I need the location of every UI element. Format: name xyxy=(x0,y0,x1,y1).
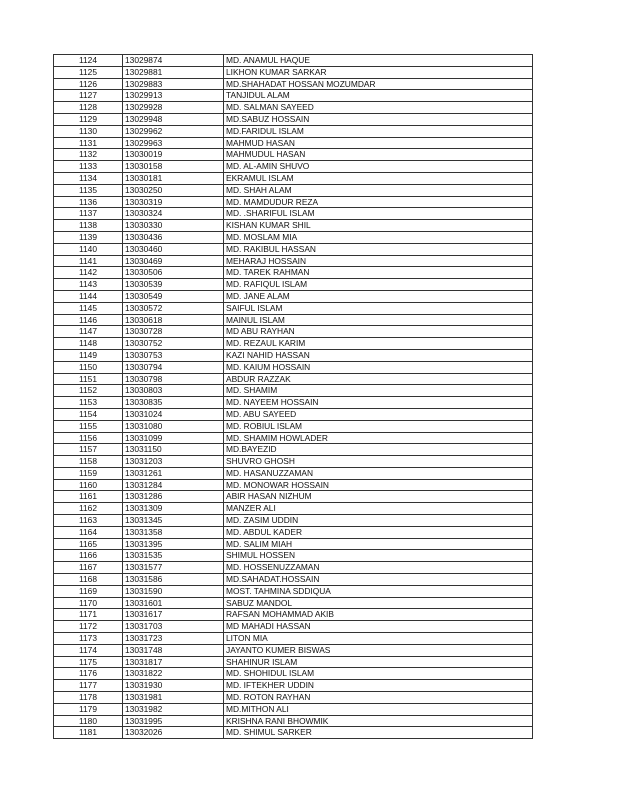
roll-number-cell: 13031345 xyxy=(123,515,224,527)
table-row xyxy=(54,125,533,137)
roll-number-cell: 13030250 xyxy=(123,184,224,196)
serial-cell: 1161 xyxy=(54,491,123,503)
name-cell: KISHAN KUMAR SHIL xyxy=(224,220,533,232)
table-row xyxy=(54,349,533,361)
roll-number-cell: 13029948 xyxy=(123,113,224,125)
serial-cell: 1163 xyxy=(54,515,123,527)
roll-number-cell: 13030803 xyxy=(123,385,224,397)
roll-number-cell: 13030319 xyxy=(123,196,224,208)
table-row xyxy=(54,243,533,255)
roll-number-cell: 13030798 xyxy=(123,373,224,385)
name-cell: KAZI NAHID HASSAN xyxy=(224,349,533,361)
name-cell: ABIR HASAN NIZHUM xyxy=(224,491,533,503)
name-cell: MD. ROTON RAYHAN xyxy=(224,692,533,704)
name-cell: MD. ZASIM UDDIN xyxy=(224,515,533,527)
name-cell: MD. JANE ALAM xyxy=(224,290,533,302)
serial-cell: 1181 xyxy=(54,727,123,739)
table-row xyxy=(54,538,533,550)
name-cell: MD.MITHON ALI xyxy=(224,703,533,715)
table-row xyxy=(54,432,533,444)
table-row xyxy=(54,444,533,456)
name-cell: MAINUL ISLAM xyxy=(224,314,533,326)
name-cell: MD ABU RAYHAN xyxy=(224,326,533,338)
name-cell: MD. RAFIQUL ISLAM xyxy=(224,279,533,291)
name-cell: SHUVRO GHOSH xyxy=(224,456,533,468)
table-row xyxy=(54,137,533,149)
name-cell: MD. SALIM MIAH xyxy=(224,538,533,550)
roll-number-cell: 13031930 xyxy=(123,680,224,692)
table-row xyxy=(54,609,533,621)
roll-number-cell: 13030539 xyxy=(123,279,224,291)
serial-cell: 1167 xyxy=(54,562,123,574)
table-row xyxy=(54,597,533,609)
name-cell: MANZER ALI xyxy=(224,503,533,515)
name-cell: ABDUR RAZZAK xyxy=(224,373,533,385)
table-row xyxy=(54,290,533,302)
table-row xyxy=(54,231,533,243)
table-row xyxy=(54,302,533,314)
roll-number-cell: 13029881 xyxy=(123,66,224,78)
table-row xyxy=(54,467,533,479)
roll-number-cell: 13029913 xyxy=(123,90,224,102)
roll-number-cell: 13031203 xyxy=(123,456,224,468)
name-cell: MD. SHAMIM xyxy=(224,385,533,397)
name-cell: MEHARAJ HOSSAIN xyxy=(224,255,533,267)
roll-number-cell: 13031981 xyxy=(123,692,224,704)
name-cell: MD. NAYEEM HOSSAIN xyxy=(224,397,533,409)
serial-cell: 1164 xyxy=(54,526,123,538)
roll-number-cell: 13031817 xyxy=(123,656,224,668)
table-row xyxy=(54,361,533,373)
name-cell: MD. SHOHIDUL ISLAM xyxy=(224,668,533,680)
table-row xyxy=(54,703,533,715)
serial-cell: 1145 xyxy=(54,302,123,314)
serial-cell: 1168 xyxy=(54,574,123,586)
roll-number-cell: 13030572 xyxy=(123,302,224,314)
serial-cell: 1151 xyxy=(54,373,123,385)
table-row xyxy=(54,55,533,67)
roll-number-cell: 13031309 xyxy=(123,503,224,515)
table-row xyxy=(54,408,533,420)
table-row xyxy=(54,184,533,196)
name-cell: MD. SHAH ALAM xyxy=(224,184,533,196)
serial-cell: 1148 xyxy=(54,338,123,350)
roll-number-cell: 13031150 xyxy=(123,444,224,456)
name-cell: MD. KAIUM HOSSAIN xyxy=(224,361,533,373)
roll-number-cell: 13031748 xyxy=(123,644,224,656)
roll-number-cell: 13031590 xyxy=(123,585,224,597)
roll-number-cell: 13031586 xyxy=(123,574,224,586)
roll-number-cell: 13030158 xyxy=(123,161,224,173)
name-cell: MD. MOSLAM MIA xyxy=(224,231,533,243)
table-row xyxy=(54,149,533,161)
table-row xyxy=(54,66,533,78)
table-row xyxy=(54,314,533,326)
name-cell: MD. SALMAN SAYEED xyxy=(224,102,533,114)
table-row xyxy=(54,574,533,586)
serial-cell: 1133 xyxy=(54,161,123,173)
table-row xyxy=(54,220,533,232)
serial-cell: 1136 xyxy=(54,196,123,208)
name-cell: LITON MIA xyxy=(224,633,533,645)
table-row xyxy=(54,633,533,645)
name-cell: MD. RAKIBUL HASSAN xyxy=(224,243,533,255)
serial-cell: 1141 xyxy=(54,255,123,267)
serial-cell: 1139 xyxy=(54,231,123,243)
serial-cell: 1130 xyxy=(54,125,123,137)
roll-number-cell: 13031535 xyxy=(123,550,224,562)
name-cell: KRISHNA RANI BHOWMIK xyxy=(224,715,533,727)
table-row xyxy=(54,715,533,727)
serial-cell: 1137 xyxy=(54,208,123,220)
serial-cell: 1176 xyxy=(54,668,123,680)
roll-number-cell: 13031024 xyxy=(123,408,224,420)
table-row xyxy=(54,267,533,279)
table-row xyxy=(54,562,533,574)
name-cell: MD.SABUZ HOSSAIN xyxy=(224,113,533,125)
table-row xyxy=(54,456,533,468)
name-cell: MD. ABDUL KADER xyxy=(224,526,533,538)
table-row xyxy=(54,279,533,291)
serial-cell: 1132 xyxy=(54,149,123,161)
table-row xyxy=(54,90,533,102)
roll-number-cell: 13030436 xyxy=(123,231,224,243)
roll-number-cell: 13031395 xyxy=(123,538,224,550)
roll-number-cell: 13029962 xyxy=(123,125,224,137)
serial-cell: 1125 xyxy=(54,66,123,78)
table-body xyxy=(54,55,533,739)
serial-cell: 1131 xyxy=(54,137,123,149)
roll-number-cell: 13031601 xyxy=(123,597,224,609)
name-cell: SABUZ MANDOL xyxy=(224,597,533,609)
name-cell: MD. AL-AMIN SHUVO xyxy=(224,161,533,173)
table-row xyxy=(54,172,533,184)
serial-cell: 1165 xyxy=(54,538,123,550)
roll-number-cell: 13030330 xyxy=(123,220,224,232)
table-row xyxy=(54,255,533,267)
serial-cell: 1124 xyxy=(54,55,123,67)
roll-number-cell: 13031617 xyxy=(123,609,224,621)
roll-number-cell: 13030728 xyxy=(123,326,224,338)
serial-cell: 1146 xyxy=(54,314,123,326)
serial-cell: 1144 xyxy=(54,290,123,302)
name-cell: MOST. TAHMINA SDDIQUA xyxy=(224,585,533,597)
name-cell: MAHMUD HASAN xyxy=(224,137,533,149)
table-row xyxy=(54,479,533,491)
serial-cell: 1172 xyxy=(54,621,123,633)
roll-number-cell: 13029874 xyxy=(123,55,224,67)
table-row xyxy=(54,621,533,633)
serial-cell: 1159 xyxy=(54,467,123,479)
serial-cell: 1152 xyxy=(54,385,123,397)
table-row xyxy=(54,208,533,220)
table-row xyxy=(54,680,533,692)
name-cell: MD.FARIDUL ISLAM xyxy=(224,125,533,137)
roll-number-cell: 13029928 xyxy=(123,102,224,114)
table-row xyxy=(54,196,533,208)
roll-number-cell: 13031284 xyxy=(123,479,224,491)
roll-number-cell: 13030549 xyxy=(123,290,224,302)
roll-number-cell: 13030752 xyxy=(123,338,224,350)
table-row xyxy=(54,113,533,125)
roll-number-cell: 13031358 xyxy=(123,526,224,538)
serial-cell: 1158 xyxy=(54,456,123,468)
serial-cell: 1143 xyxy=(54,279,123,291)
table-row xyxy=(54,102,533,114)
serial-cell: 1155 xyxy=(54,420,123,432)
name-cell: SHAHINUR ISLAM xyxy=(224,656,533,668)
name-cell: MD. SHAMIM HOWLADER xyxy=(224,432,533,444)
serial-cell: 1169 xyxy=(54,585,123,597)
table-row xyxy=(54,692,533,704)
serial-cell: 1129 xyxy=(54,113,123,125)
name-cell: EKRAMUL ISLAM xyxy=(224,172,533,184)
name-cell: MD. SHIMUL SARKER xyxy=(224,727,533,739)
serial-cell: 1140 xyxy=(54,243,123,255)
name-cell: MD. MAMDUDUR REZA xyxy=(224,196,533,208)
table-row xyxy=(54,491,533,503)
name-cell: MD. MONOWAR HOSSAIN xyxy=(224,479,533,491)
roll-number-cell: 13030019 xyxy=(123,149,224,161)
name-cell: MD MAHADI HASSAN xyxy=(224,621,533,633)
table-row xyxy=(54,550,533,562)
table-row xyxy=(54,326,533,338)
serial-cell: 1171 xyxy=(54,609,123,621)
serial-cell: 1170 xyxy=(54,597,123,609)
serial-cell: 1147 xyxy=(54,326,123,338)
table-row xyxy=(54,656,533,668)
table-row xyxy=(54,644,533,656)
table-row xyxy=(54,515,533,527)
serial-cell: 1173 xyxy=(54,633,123,645)
serial-cell: 1162 xyxy=(54,503,123,515)
roll-number-cell: 13029963 xyxy=(123,137,224,149)
name-cell: MD. .SHARIFUL ISLAM xyxy=(224,208,533,220)
roll-number-cell: 13031286 xyxy=(123,491,224,503)
roll-number-cell: 13031099 xyxy=(123,432,224,444)
table-row xyxy=(54,78,533,90)
roll-number-cell: 13032026 xyxy=(123,727,224,739)
table-row xyxy=(54,503,533,515)
name-cell: SAIFUL ISLAM xyxy=(224,302,533,314)
serial-cell: 1156 xyxy=(54,432,123,444)
serial-cell: 1135 xyxy=(54,184,123,196)
table-row xyxy=(54,385,533,397)
name-cell: MD. ABU SAYEED xyxy=(224,408,533,420)
serial-cell: 1149 xyxy=(54,349,123,361)
roll-number-cell: 13030794 xyxy=(123,361,224,373)
serial-cell: 1166 xyxy=(54,550,123,562)
roll-number-cell: 13031080 xyxy=(123,420,224,432)
roll-number-cell: 13030324 xyxy=(123,208,224,220)
roll-number-cell: 13030506 xyxy=(123,267,224,279)
table-row xyxy=(54,526,533,538)
table-row xyxy=(54,727,533,739)
roll-number-cell: 13030835 xyxy=(123,397,224,409)
name-cell: MD. ROBIUL ISLAM xyxy=(224,420,533,432)
serial-cell: 1128 xyxy=(54,102,123,114)
name-cell: MD.SAHADAT.HOSSAIN xyxy=(224,574,533,586)
serial-cell: 1154 xyxy=(54,408,123,420)
serial-cell: 1175 xyxy=(54,656,123,668)
table-row xyxy=(54,420,533,432)
roll-number-cell: 13031822 xyxy=(123,668,224,680)
roll-number-cell: 13029883 xyxy=(123,78,224,90)
roll-number-cell: 13030469 xyxy=(123,255,224,267)
name-cell: MD. HASANUZZAMAN xyxy=(224,467,533,479)
serial-cell: 1180 xyxy=(54,715,123,727)
serial-cell: 1157 xyxy=(54,444,123,456)
name-cell: MAHMUDUL HASAN xyxy=(224,149,533,161)
roll-number-cell: 13030460 xyxy=(123,243,224,255)
table-row xyxy=(54,338,533,350)
serial-cell: 1134 xyxy=(54,172,123,184)
name-cell: MD. TAREK RAHMAN xyxy=(224,267,533,279)
roll-number-cell: 13031982 xyxy=(123,703,224,715)
serial-cell: 1179 xyxy=(54,703,123,715)
name-cell: SHIMUL HOSSEN xyxy=(224,550,533,562)
serial-cell: 1126 xyxy=(54,78,123,90)
name-cell: MD. REZAUL KARIM xyxy=(224,338,533,350)
roll-number-cell: 13030181 xyxy=(123,172,224,184)
roll-number-cell: 13031261 xyxy=(123,467,224,479)
roll-number-cell: 13030753 xyxy=(123,349,224,361)
roll-number-cell: 13031577 xyxy=(123,562,224,574)
name-cell: MD. HOSSENUZZAMAN xyxy=(224,562,533,574)
name-cell: JAYANTO KUMER BISWAS xyxy=(224,644,533,656)
table-row xyxy=(54,397,533,409)
roll-number-cell: 13031703 xyxy=(123,621,224,633)
roll-number-cell: 13030618 xyxy=(123,314,224,326)
table-row xyxy=(54,585,533,597)
name-cell: RAFSAN MOHAMMAD AKIB xyxy=(224,609,533,621)
table-row xyxy=(54,373,533,385)
name-cell: MD. ANAMUL HAQUE xyxy=(224,55,533,67)
serial-cell: 1127 xyxy=(54,90,123,102)
name-cell: TANJIDUL ALAM xyxy=(224,90,533,102)
serial-cell: 1160 xyxy=(54,479,123,491)
serial-cell: 1153 xyxy=(54,397,123,409)
table-row xyxy=(54,161,533,173)
name-cell: MD.BAYEZID xyxy=(224,444,533,456)
table-row xyxy=(54,668,533,680)
serial-cell: 1138 xyxy=(54,220,123,232)
serial-cell: 1177 xyxy=(54,680,123,692)
name-cell: LIKHON KUMAR SARKAR xyxy=(224,66,533,78)
serial-cell: 1150 xyxy=(54,361,123,373)
roll-number-cell: 13031723 xyxy=(123,633,224,645)
serial-cell: 1178 xyxy=(54,692,123,704)
roll-list-table xyxy=(53,54,533,739)
roll-number-cell: 13031995 xyxy=(123,715,224,727)
name-cell: MD. IFTEKHER UDDIN xyxy=(224,680,533,692)
serial-cell: 1142 xyxy=(54,267,123,279)
name-cell: MD.SHAHADAT HOSSAN MOZUMDAR xyxy=(224,78,533,90)
serial-cell: 1174 xyxy=(54,644,123,656)
